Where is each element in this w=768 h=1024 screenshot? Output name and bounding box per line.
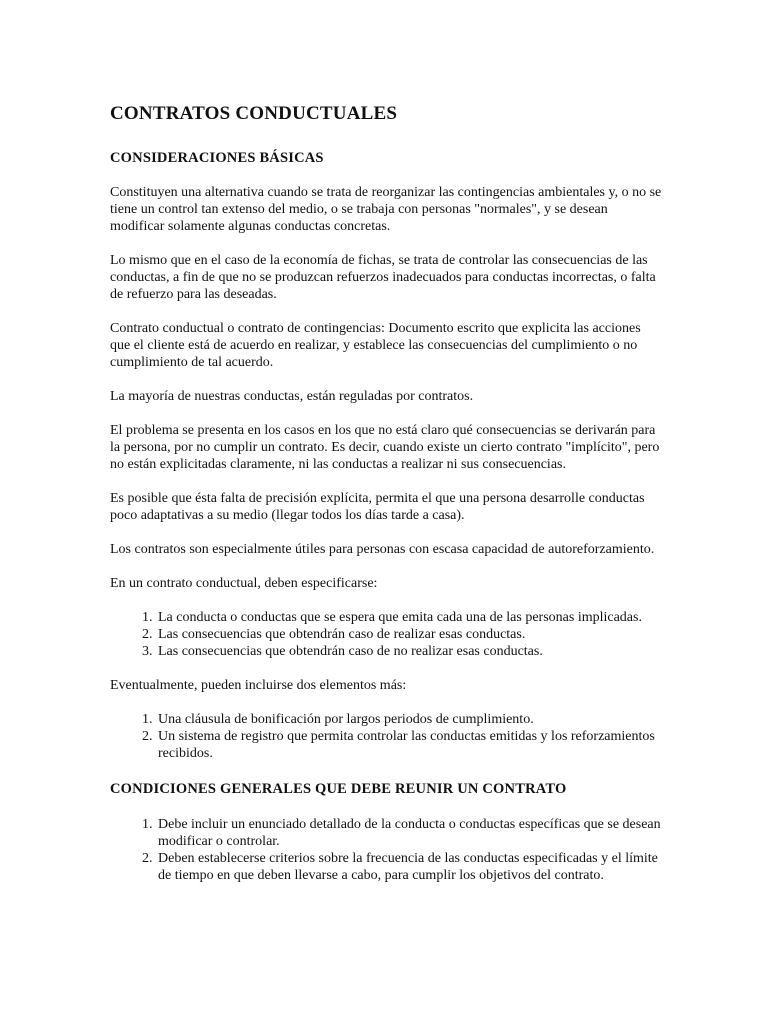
paragraph-4: La mayoría de nuestras conductas, están reguladas por contratos. — [110, 389, 474, 404]
list-item: 1. La conducta o conductas que se espera que emita cada una de las personas implicadas. — [156, 609, 664, 626]
list-general-conditions — [110, 816, 664, 884]
paragraph-8: En un contrato conductual, deben especificarse: — [110, 576, 378, 591]
document-title: CONTRATOS CONDUCTUALES — [110, 103, 398, 124]
paragraph-eventualmente: Eventualmente, pueden incluirse dos elementos más: — [110, 678, 407, 693]
paragraph-1: Constituyen una alternativa cuando se trata de reorganizar las contingencias ambientales y, o no se tiene un control tan extenso del medio, o se trabaja con personas "normales", y se desean modificar solamente algunas conductas concretas. — [110, 185, 662, 234]
paragraph-2: Lo mismo que en el caso de la economía de fichas, se trata de controlar las consecuencias de las conductas, a fin de que no se produzcan refuerzos inadecuados para conductas incorrectas, o falta de refuerzo para las deseadas. — [110, 253, 656, 302]
list-item: 1. Debe incluir un enunciado detallado de la conducta o conductas específicas que se desean modificar o controlar. — [156, 816, 664, 850]
list-contract-elements — [110, 609, 664, 660]
list-item: 1. Una cláusula de bonificación por largos periodos de cumplimiento. — [156, 711, 664, 728]
section-heading-consideraciones: CONSIDERACIONES BÁSICAS — [110, 150, 324, 166]
list-item: 2. Un sistema de registro que permita controlar las conductas emitidas y los reforzamientos recibidos. — [156, 728, 664, 762]
paragraph-6: Es posible que ésta falta de precisión explícita, permita el que una persona desarrolle conductas poco adaptativas a su medio (llegar todos los días tarde a casa). — [110, 491, 645, 523]
list-item: 2. Deben establecerse criterios sobre la frecuencia de las conductas especificadas y el límite de tiempo en que deben llevarse a cabo, para cumplir los objetivos del contrato. — [156, 850, 664, 884]
section-heading-condiciones: CONDICIONES GENERALES QUE DEBE REUNIR UN CONTRATO — [110, 781, 567, 797]
paragraph-3: Contrato conductual o contrato de contingencias: Documento escrito que explicita las acciones que el cliente está de acuerdo en realizar, y establece las consecuencias del cumplimiento o no cumplimiento de tal acuerdo. — [110, 321, 641, 370]
list-optional-elements — [110, 711, 664, 762]
list-item: 2. Las consecuencias que obtendrán caso de realizar esas conductas. — [156, 626, 664, 643]
paragraph-5: El problema se presenta en los casos en los que no está claro qué consecuencias se derivarán para la persona, por no cumplir un contrato. Es decir, cuando existe un cierto contrato "implícito", pero no están explicitadas claramente, ni las conductas a realizar ni sus consecuencias. — [110, 423, 660, 472]
list-item: 3. Las consecuencias que obtendrán caso de no realizar esas conductas. — [156, 643, 664, 660]
paragraph-7: Los contratos son especialmente útiles para personas con escasa capacidad de autoreforzamiento. — [110, 542, 655, 557]
